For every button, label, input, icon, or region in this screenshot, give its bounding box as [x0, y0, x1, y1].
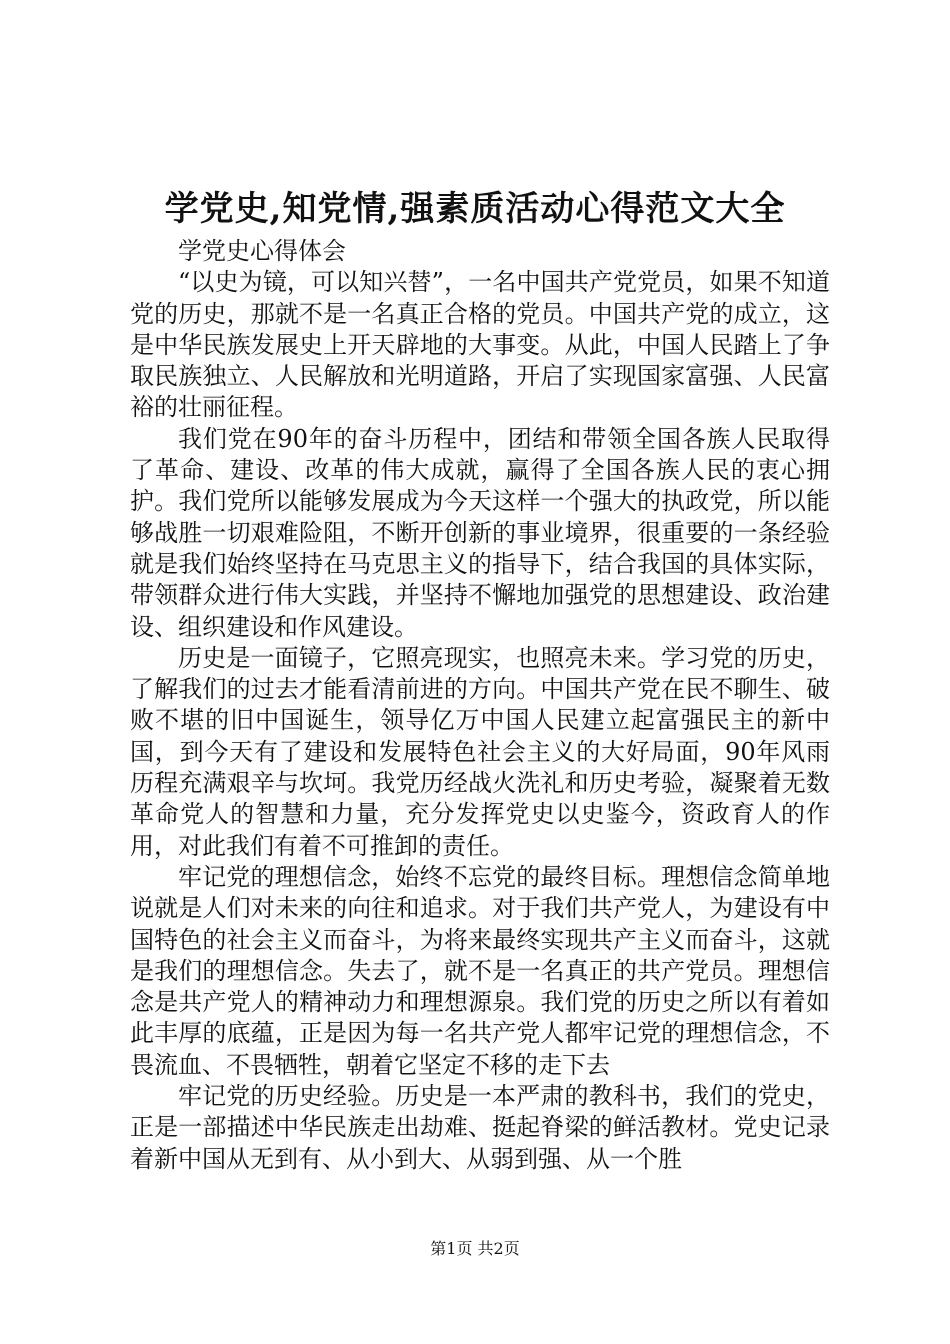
paragraph: 我们党在90年的奋斗历程中，团结和带领全国各族人民取得了革命、建设、改革的伟大成就，赢得了全国各族人民的衷心拥护。我们党所以能够发展成为今天这样一个强大的执政党，所以能够战胜一切艰难险阻，不断开创新的事业境界，很重要的一条经验就是我们始终坚持在马克思主义的指导下，结合我国的具体实际，带领群众进行伟大实践，并坚持不懈地加强党的思想建设、政治建设、组织建设和作风建设。	[130, 424, 830, 641]
paragraph-subtitle: 学党史心得体会	[178, 237, 346, 265]
paragraph: “以史为镜，可以知兴替”，一名中国共产党党员，如果不知道党的历史，那就不是一名真正合格的党员。中国共产党的成立，这是中华民族发展史上开天辟地的大事变。从此，中国人民踏上了争取民族独立、人民解放和光明道路，开启了实现国家富强、人民富裕的壮丽征程。	[130, 268, 830, 422]
page-number-footer: 第1页 共2页	[430, 1239, 520, 1258]
document-title: 学党史,知党情,强素质活动心得范文大全	[164, 189, 786, 229]
document-body	[130, 236, 830, 1175]
paragraph: 牢记党的历史经验。历史是一本严肃的教科书，我们的党史，正是一部描述中华民族走出劫难、挺起脊梁的鲜活教材。党史记录着新中国从无到有、从小到大、从弱到强、从一个胜	[130, 1082, 830, 1173]
paragraph: 牢记党的理想信念，始终不忘党的最终目标。理想信念简单地说就是人们对未来的向往和追求。对于我们共产党人，为建设有中国特色的社会主义而奋斗，为将来最终实现共产主义而奋斗，这就是我们的理想信念。失去了，就不是一名真正的共产党员。理想信念是共产党人的精神动力和理想源泉。我们党的历史之所以有着如此丰厚的底蕴，正是因为每一名共产党人都牢记党的理想信念，不畏流血、不畏牺牲，朝着它坚定不移的走下去	[130, 862, 830, 1079]
paragraph: 历史是一面镜子，它照亮现实，也照亮未来。学习党的历史，了解我们的过去才能看清前进的方向。中国共产党在民不聊生、破败不堪的旧中国诞生，领导亿万中国人民建立起富强民主的新中国，到今天有了建设和发展特色社会主义的大好局面，90年风雨历程充满艰辛与坎坷。我党历经战火洗礼和历史考验，凝聚着无数革命党人的智慧和力量，充分发挥党史以史鉴今，资政育人的作用，对此我们有着不可推卸的责任。	[130, 643, 830, 860]
